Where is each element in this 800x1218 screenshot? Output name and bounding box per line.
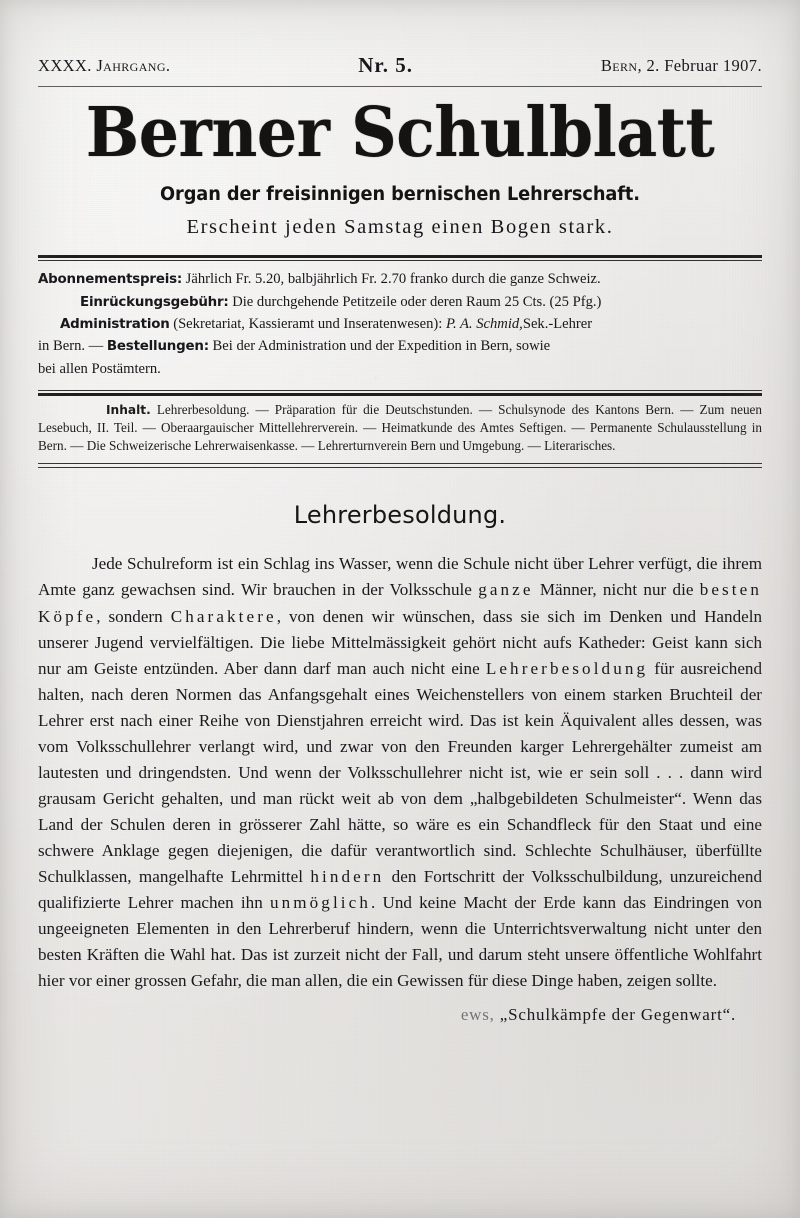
rule-hair <box>38 467 762 468</box>
article-text-segment: , sondern <box>96 606 171 626</box>
rule-thick <box>38 393 762 396</box>
article-emphasis: besten Köpfe <box>38 580 762 626</box>
article-text-segment: Männer, nicht nur die <box>533 580 700 600</box>
subscription-paragraph <box>38 268 762 380</box>
article-emphasis: unmöglich <box>269 893 371 913</box>
contents-block <box>38 401 762 454</box>
publication-title: Berner Schulblatt <box>85 93 715 173</box>
rule-group-above-contents <box>38 390 762 396</box>
rule-group-below-contents <box>38 463 762 468</box>
subscription-price-label: Abonnementspreis: <box>38 272 183 288</box>
article-emphasis: Lehrerbesoldung <box>485 658 649 678</box>
article-text-segment: . Und keine Macht der Erde kann das Eindringen von ungeeigneten Elementen in den Lehrerberuf hindern, wenn die Unterrichtsverwaltung nicht unter den besten Kräften die Wahl hat. Das ist zurzeit nicht der Fall, und darum steht unsere öffentliche Wohlfahrt hier vor einer grossen Gefahr, die man allen, die ein Gewissen für diese Dinge haben, zeigen sollte. <box>38 893 762 991</box>
article-emphasis: Charaktere <box>170 606 277 626</box>
subscription-line-post-offices: bei allen Postämtern. <box>38 360 161 377</box>
contents-text: Lehrerbesoldung. — Präparation für die Deutschstunden. — Schulsynode des Kantons Bern. — Zum neuen Lesebuch, II. Teil. — Oberaargauischer Mittellehrerverein. — Heimatkunde des Amtes Seftigen. — Permanente Schulausstellung in Bern. — Die Schweizerische Lehrerwaisenkasse. — Lehrerturnverein Bern und Umgebung. — Literarisches. <box>38 401 762 453</box>
subscription-orders-prefix: in Bern. — <box>38 338 107 355</box>
masthead-rule <box>38 86 762 87</box>
subscription-admin-person: P. A. Schmid, <box>445 316 523 333</box>
masthead-volume: XXXX. Jahrgang. <box>38 56 171 75</box>
article-paragraph <box>38 551 762 994</box>
subscription-fee-label: Einrückungsgebühr: <box>80 294 229 310</box>
subscription-admin-role: Sek.-Lehrer <box>522 316 593 333</box>
subscription-orders-text: Bei der Administration und der Expedition in Bern, sowie <box>208 338 551 355</box>
article-text-segment: , von denen wir wünschen, dass sie sich im Denken und Handeln unserer Jugend vervielfältigen. Die liebe Mittelmässigkeit gehört nicht aufs Katheder: Geist kann sich nur am Geiste entzünden. Aber dann darf man auch nicht eine <box>38 606 762 678</box>
subscription-line-orders <box>38 335 762 357</box>
subscription-admin-text: (Sekretariat, Kassieramt und Inseratenwesen): <box>169 316 446 333</box>
subscription-line-insertion-fee <box>38 291 762 313</box>
article-heading: Lehrerbesoldung. <box>293 501 507 530</box>
masthead-place: Bern, <box>600 56 642 75</box>
publication-subtitle-organ: Organ der freisinnigen bernischen Lehrerschaft. <box>160 184 640 206</box>
publication-subtitle-frequency: Erscheint jeden Samstag einen Bogen stark. <box>186 216 614 239</box>
subscription-block <box>38 268 762 380</box>
subscription-orders-label: Bestellungen: <box>106 339 209 355</box>
rule-hair <box>38 260 762 261</box>
article-text-segment: für ausreichend halten, nach deren Normen das Anfangsgehalt eines Weichenstellers von einem starken Bruchteil der Lehrer erst nach einer Reihe von Dienstjahren erreicht wird. Das ist kein Äquivalent alles dessen, was vom Volksschullehrer verlangt wird, und zwar von den Freunden karger Lehrergehälter zumeist am lautesten und dringendsten. Und wenn der Volksschullehrer nicht ist, wie er sein soll . . . dann wird grausam Gericht gehalten, und man rückt weit ab von dem „halbgebildeten Schulmeister“. Wenn das Land der Schulen deren in grösserer Zahl hätte, so wäre es ein Schandfleck für den Staat und eine schwere Anklage gegen diejenigen, die dafür verantwortlich sind. Schlechte Schulhäuser, überfüllte Schulklassen, mangelhafte Lehrmittel <box>38 658 762 887</box>
subscription-admin-label: Administration <box>60 317 170 333</box>
article-emphasis: ganze <box>478 580 534 600</box>
contents-label: Inhalt. <box>106 402 151 417</box>
article-text-segment: den Fortschritt der Volksschulbildung, unzureichend qualifizierte Lehrer machen ihn <box>38 867 762 913</box>
masthead-issue-number: Nr. 5. <box>358 53 414 77</box>
article-text-segment: Jede Schulreform ist ein Schlag ins Wasser, wenn die Schule nicht über Lehrer verfügt, die ihrem Amte ganz gewachsen sind. Wir brauchen in der Volksschule <box>38 554 762 600</box>
subscription-fee-text: Die durchgehende Petitzeile oder deren Raum 25 Cts. (25 Pfg.) <box>228 293 602 310</box>
masthead <box>38 0 762 77</box>
masthead-date: 2. Februar 1907. <box>641 56 762 75</box>
subscription-line-administration <box>38 313 762 335</box>
article-emphasis: hindern <box>310 867 385 887</box>
article-attribution <box>38 1002 762 1028</box>
rule-group-above-subscription <box>38 255 762 261</box>
masthead-place-date <box>601 56 762 76</box>
article-attribution-author: ews, <box>460 1005 495 1025</box>
subscription-price-text: Jährlich Fr. 5.20, balbjährlich Fr. 2.70 franko durch die ganze Schweiz. <box>182 271 601 288</box>
article-attribution-source: „Schulkämpfe der Gegenwart“. <box>494 1005 736 1025</box>
subscription-line-price <box>38 268 762 290</box>
article-body <box>38 551 762 1028</box>
